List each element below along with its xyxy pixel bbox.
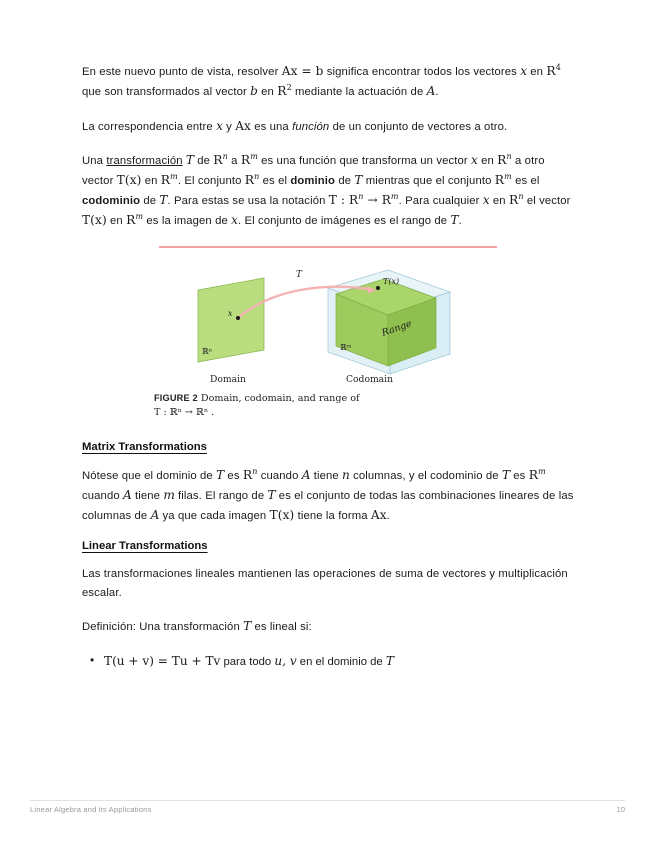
math-exponent: m bbox=[504, 172, 512, 182]
paragraph-transformation-definition bbox=[82, 151, 574, 231]
page-footer bbox=[30, 800, 625, 814]
math-A: A bbox=[150, 507, 160, 522]
math-arrow: → R bbox=[363, 193, 391, 208]
text-run: y bbox=[222, 120, 236, 133]
text-run: en bbox=[141, 175, 161, 188]
text-run: es lineal si: bbox=[251, 621, 312, 634]
figure-divider-rule bbox=[159, 246, 497, 248]
math-R-glyph: R bbox=[546, 64, 556, 78]
text-run: es el bbox=[511, 175, 540, 188]
math-ax-equals-b: Ax = b bbox=[281, 64, 324, 78]
text-run: En este nuevo punto de vista, resolver bbox=[82, 66, 282, 78]
math-exponent: 2 bbox=[286, 83, 292, 93]
math-A: A bbox=[301, 468, 311, 483]
text-run: en bbox=[477, 155, 498, 168]
math-R-glyph: R bbox=[213, 153, 223, 168]
paragraph-matrix-transformations bbox=[82, 466, 574, 525]
text-run: Nótese que el dominio de bbox=[82, 470, 217, 483]
text-run: mediante la actuación de bbox=[291, 85, 427, 98]
math-Ax: Ax bbox=[370, 507, 387, 522]
text-run: . Para estas se usa la notación bbox=[167, 195, 329, 208]
caption-domain: Domain bbox=[210, 373, 246, 385]
text-run: para todo bbox=[220, 655, 275, 668]
text-run: es la imagen de bbox=[143, 215, 232, 228]
text-run: es bbox=[510, 470, 529, 483]
text-run: Definición: Una transformación bbox=[82, 621, 244, 634]
math-T-of-x: T(x) bbox=[269, 507, 295, 522]
text-run: tiene bbox=[310, 470, 343, 483]
math-Ax: Ax bbox=[235, 118, 251, 133]
page-content bbox=[82, 62, 574, 677]
text-run: a bbox=[227, 155, 241, 168]
math-T: T bbox=[501, 468, 511, 483]
text-run: filas. El rango de bbox=[174, 490, 268, 503]
text-run: columnas, y el codominio de bbox=[349, 470, 502, 483]
math-R-glyph: R bbox=[497, 153, 507, 168]
math-exponent: m bbox=[538, 467, 546, 477]
text-run: de un conjunto de vectores a otro. bbox=[329, 120, 508, 133]
figure-caption bbox=[154, 392, 514, 420]
math-x: x bbox=[471, 153, 478, 168]
text-run: es el conjunto de todas las combinaciones lineares de las columnas de bbox=[82, 490, 574, 522]
math-x: x bbox=[216, 118, 223, 133]
text-run: . bbox=[386, 509, 390, 522]
math-R-glyph: R bbox=[528, 468, 539, 483]
math-R-glyph: R bbox=[160, 173, 171, 188]
text-run: mientras que el conjunto bbox=[362, 175, 495, 188]
label-T: T bbox=[296, 269, 303, 280]
math-R-glyph: R bbox=[242, 468, 253, 483]
math-T: T bbox=[185, 153, 194, 168]
point-x bbox=[236, 316, 240, 320]
text-run: en bbox=[527, 66, 547, 78]
text-run: es bbox=[224, 470, 243, 483]
linear-properties-list bbox=[82, 652, 574, 672]
math-exponent: 4 bbox=[555, 63, 561, 73]
math-T-of-x: T(x) bbox=[116, 173, 142, 188]
math-R-glyph: R bbox=[126, 213, 136, 228]
paragraph-linear-definition bbox=[82, 617, 574, 637]
math-exponent: n bbox=[358, 192, 364, 202]
math-exponent: n bbox=[506, 152, 512, 162]
footer-document-title: Linear Algebra and its Applications bbox=[30, 805, 152, 814]
emphasis-funcion: función bbox=[292, 120, 330, 133]
math-exponent: n bbox=[518, 192, 524, 202]
label-range: Range bbox=[380, 317, 414, 339]
text-run: tiene bbox=[131, 490, 164, 503]
text-run: . El conjunto bbox=[177, 175, 245, 188]
paragraph-correspondence bbox=[82, 117, 574, 137]
figure-diagram bbox=[178, 250, 478, 390]
text-run: es una bbox=[250, 120, 293, 133]
footer-page-number: 10 bbox=[616, 805, 625, 814]
text-run: . bbox=[458, 215, 462, 228]
figure-caption-text: Domain, codomain, and range of bbox=[200, 392, 360, 404]
math-T: T bbox=[243, 619, 252, 634]
math-x: x bbox=[231, 213, 238, 228]
math-x: x bbox=[520, 64, 528, 78]
footer-divider bbox=[30, 800, 625, 801]
math-R-glyph: R bbox=[277, 83, 287, 98]
figure-caption-math: T : ℝⁿ → ℝⁿ . bbox=[154, 406, 215, 418]
figure-label: FIGURE 2 bbox=[154, 392, 198, 403]
text-run: en bbox=[489, 195, 509, 208]
text-run: de bbox=[335, 175, 355, 188]
text-run: . El conjunto de imágenes es el rango de bbox=[237, 215, 451, 228]
paragraph-linear-intro: Las transformaciones lineales mantienen las operaciones de suma de vectores y multiplicación escalar. bbox=[82, 568, 568, 599]
math-T: T bbox=[385, 653, 394, 668]
math-R-glyph: R bbox=[240, 153, 251, 168]
figure-2 bbox=[82, 246, 574, 419]
point-Tx bbox=[376, 286, 380, 290]
math-b: b bbox=[250, 83, 258, 98]
math-exponent: m bbox=[250, 152, 258, 162]
heading-linear-transformations: Linear Transformations bbox=[82, 540, 208, 553]
math-T: T bbox=[354, 173, 363, 188]
math-R-glyph: R bbox=[494, 173, 505, 188]
math-exponent: n bbox=[254, 172, 260, 182]
math-exponent: m bbox=[170, 172, 178, 182]
math-A: A bbox=[123, 488, 132, 503]
text-run: es una función que transforma un vector bbox=[257, 155, 472, 168]
text-run: . bbox=[435, 85, 439, 98]
list-item bbox=[104, 652, 574, 672]
label-domain-space: ℝⁿ bbox=[202, 346, 213, 356]
math-exponent: m bbox=[135, 212, 144, 222]
text-run: cuando bbox=[257, 470, 302, 483]
text-run: de bbox=[193, 155, 214, 168]
text-run: en el dominio de bbox=[296, 655, 386, 668]
text-run: ya que cada imagen bbox=[159, 509, 270, 522]
math-T-of-x: T(x) bbox=[82, 213, 107, 228]
math-T: T bbox=[267, 488, 276, 503]
math-n: n bbox=[342, 468, 350, 483]
label-x: x bbox=[228, 308, 233, 318]
text-run: . Para cualquier bbox=[398, 195, 483, 208]
term-dominio: dominio bbox=[290, 175, 336, 188]
text-run: el vector bbox=[523, 195, 571, 208]
math-T: T bbox=[216, 468, 225, 483]
text-run: significa encontrar todos los vectores bbox=[323, 66, 521, 78]
math-T: T bbox=[159, 193, 168, 208]
term-codominio: codominio bbox=[82, 195, 141, 208]
math-set-R bbox=[277, 84, 286, 98]
text-run: en bbox=[106, 215, 127, 228]
math-A: A bbox=[426, 83, 436, 98]
math-exponent: n bbox=[222, 152, 228, 162]
text-run: que son transformados al vector bbox=[82, 85, 251, 98]
math-T-notation: T : R bbox=[328, 193, 359, 208]
paragraph-intro bbox=[82, 62, 574, 102]
text-run: en bbox=[257, 85, 278, 98]
math-R-glyph: R bbox=[244, 173, 255, 188]
math-exponent: n bbox=[252, 467, 258, 477]
label-Tx: T(x) bbox=[383, 276, 400, 286]
math-m: m bbox=[163, 488, 175, 503]
text-run: La correspondencia entre bbox=[82, 120, 217, 133]
text-run: de bbox=[140, 195, 160, 208]
math-set-R bbox=[546, 64, 555, 78]
math-additivity: T(u + v) = Tu + Tv bbox=[104, 653, 221, 668]
text-run: tiene la forma bbox=[294, 509, 371, 522]
math-exponent: m bbox=[390, 192, 399, 202]
math-R-glyph: R bbox=[508, 193, 519, 208]
label-codomain-space: ℝᵐ bbox=[340, 342, 352, 352]
text-run: es el bbox=[259, 175, 291, 188]
math-u-v: u, v bbox=[274, 653, 297, 668]
caption-codomain: Codomain bbox=[346, 373, 394, 385]
text-run: cuando bbox=[82, 490, 123, 503]
term-transformacion: transformación bbox=[106, 155, 183, 168]
math-T: T bbox=[450, 213, 459, 228]
heading-matrix-transformations: Matrix Transformations bbox=[82, 441, 207, 454]
math-x: x bbox=[482, 193, 490, 208]
text-run: a otro vector bbox=[82, 155, 545, 188]
text-run: Una bbox=[82, 155, 107, 168]
